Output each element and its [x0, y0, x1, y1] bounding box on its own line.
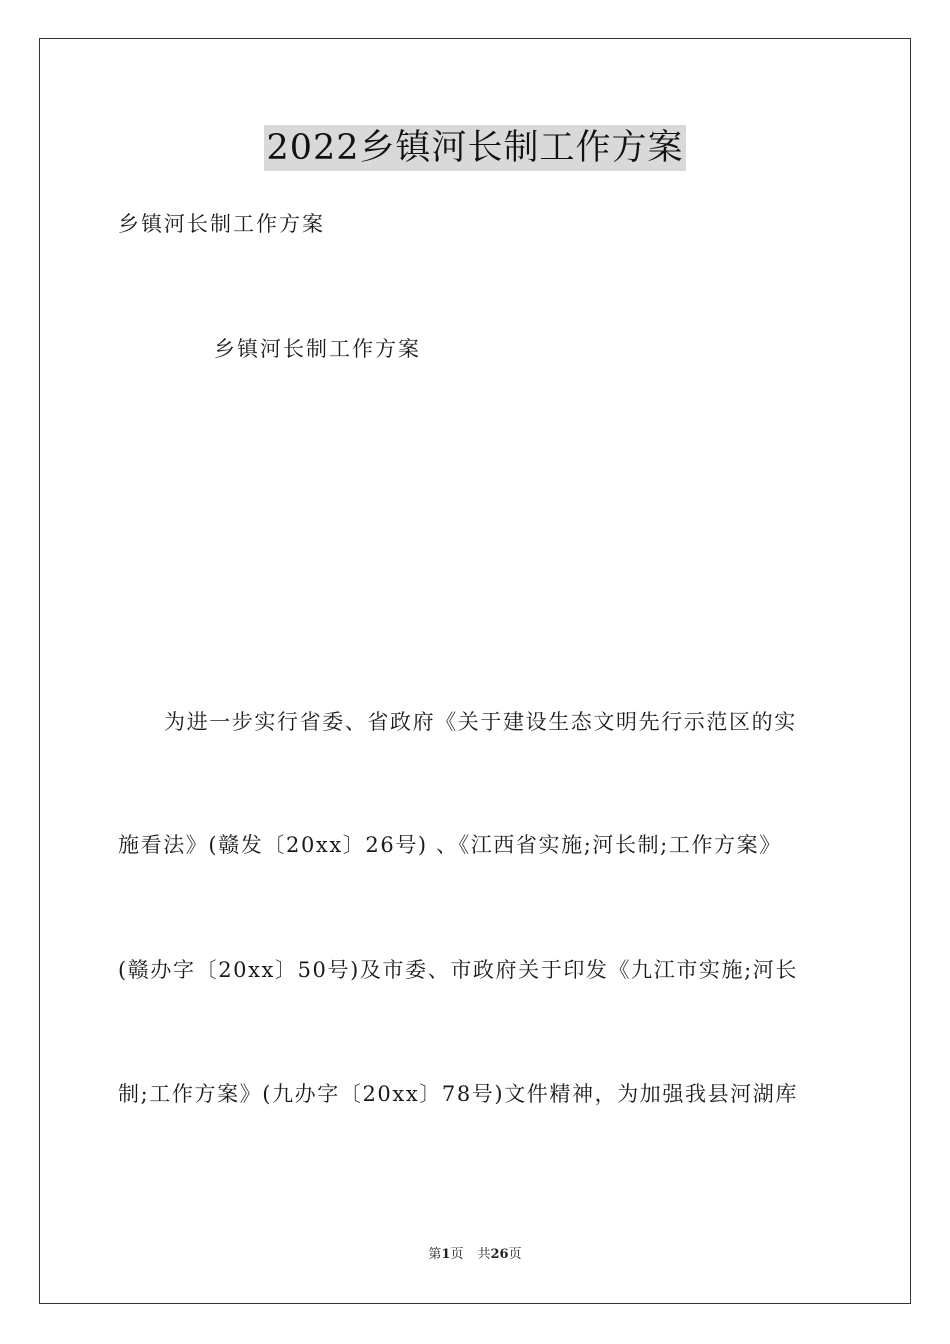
paragraph-line-3: (赣办字〔20xx〕50号)及市委、市政府关于印发《九江市实施;河长: [118, 958, 798, 982]
page-prefix: 第: [428, 1247, 442, 1262]
paragraph-line-2: 施看法》(赣发〔20xx〕26号) 、《江西省实施;河长制;工作方案》: [118, 833, 782, 857]
document-subtitle: 乡镇河长制工作方案: [118, 212, 325, 236]
total-prefix: 共: [477, 1247, 491, 1262]
document-title: 2022乡镇河长制工作方案: [264, 125, 685, 171]
paragraph-line-1: 为进一步实行省委、省政府《关于建设生态文明先行示范区的实: [164, 710, 797, 734]
paragraph-line-4: 制;工作方案》(九办字〔20xx〕78号)文件精神，为加强我县河湖库: [118, 1082, 798, 1106]
total-pages: 26: [490, 1247, 509, 1262]
title-container: [0, 125, 950, 171]
page-footer: [0, 1246, 950, 1264]
total-suffix: 页: [508, 1247, 522, 1262]
page-suffix: 页: [450, 1247, 464, 1262]
page-number: 1: [441, 1247, 451, 1262]
section-heading: 乡镇河长制工作方案: [214, 337, 421, 361]
